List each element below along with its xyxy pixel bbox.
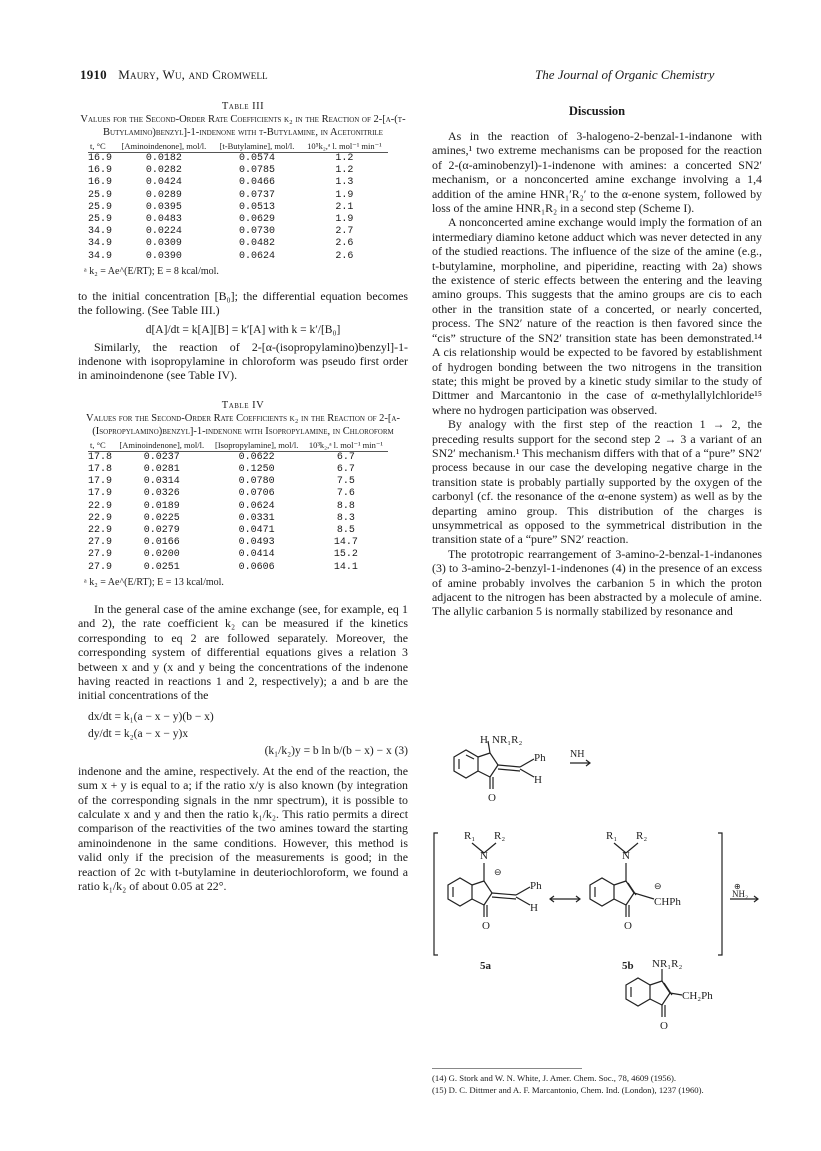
table3-caption [78, 100, 408, 139]
table4-cell: 0.0622 [238, 451, 275, 463]
table3-cell: 16.9 [88, 177, 113, 189]
scheme-minus: ⊖ [494, 867, 502, 877]
table4-cell: 14.7 [333, 537, 358, 549]
bond [614, 899, 626, 905]
table3-col-header: [Aminoindenone], mol/l. [115, 141, 214, 153]
bond [478, 771, 490, 777]
table4-cell: 7.5 [336, 476, 355, 488]
table4-cell: 0.0326 [143, 488, 180, 500]
table4-cell: 0.0414 [238, 549, 275, 561]
scheme-h-label: H [480, 735, 488, 746]
table4-cell: 0.0471 [238, 525, 275, 537]
bond [520, 769, 534, 777]
table4-cell: 27.9 [88, 537, 113, 549]
table4-row [88, 451, 388, 464]
bond [498, 769, 520, 771]
table4-cell: 0.0706 [238, 488, 275, 500]
table4-cell: 6.7 [336, 464, 355, 476]
paragraph: indenone and the amine, respectively. At the end of the reaction, the sum x + y is equal to a; if the ratio x/y is also known (by integration of the corresponding signals in the nmr spectrum), it is possible to calculate x and y and then the ratio k₁/k₂. This ratio permits a direct comparison of the reactivities of the two amines toward the starting aminoindenone in the same conditions. However, this method is valid only if the precision of the measurements is good; in the reaction of 2c with t-butylamine in deuteriochloroform, we found a ratio k₁/k₂ of about 0.05 at 22°. [78, 763, 408, 893]
paragraph: to the initial concentration [B₀]; the differential equation becomes the following. (See Table III.) [78, 288, 408, 318]
table3-col-header: [t-Butylamine], mol/l. [213, 141, 301, 153]
bond [516, 887, 530, 895]
bond [520, 759, 534, 767]
scheme-r2-label: R₂ [494, 830, 506, 842]
scheme-o-label: O [660, 1020, 668, 1032]
table4-cell: 0.0314 [143, 476, 180, 488]
scheme-h-label: H [530, 902, 538, 914]
table3-row [88, 153, 388, 166]
table3-cell: 25.9 [88, 189, 113, 201]
table3-cell: 1.2 [335, 153, 354, 164]
table3-cell: 2.6 [335, 250, 354, 262]
scheme-substituent: NR₁R₂ [652, 958, 683, 970]
table4-row [88, 537, 388, 549]
table4-cell: 0.0493 [238, 537, 275, 549]
table4-row [88, 501, 388, 513]
compound-label-5a: 5a [480, 960, 491, 972]
table3-cell: 1.3 [335, 177, 354, 189]
running-header-left [80, 67, 268, 83]
footnote-rule [432, 1068, 582, 1069]
equation-3a: dx/dt = k₁(a − x − y)(b − x) [88, 710, 214, 723]
table3-cell: 0.0482 [238, 238, 275, 250]
paragraph: The prototropic rearrangement of 3-amino-2-benzal-1-indanones (3) to 3-amino-2-benzyl-1-indenones (4) in the presence of an excess of amine probably involves the carbanion 5 in which the proton adjacent to the nitrogen has been abstracted by a molecule of amine. The allylic carbanion 5 is normally stabilized by resonance and [432, 546, 762, 619]
table3-cell: 2.6 [335, 238, 354, 250]
bond [634, 893, 654, 899]
left-bracket [434, 833, 438, 955]
table3-footnote: ᵃ k₂ = Ae^(E/RT); E = 8 kcal/mol. [84, 265, 219, 277]
footnote-14: (14) G. Stork and W. N. White, J. Amer. Chem. Soc., 78, 4609 (1956). [432, 1073, 677, 1083]
table3-cell: 0.0282 [145, 165, 182, 177]
table3-cell: 0.0390 [145, 250, 182, 262]
table4-col-header: 10³k₂,ᵃ l. mol⁻¹ min⁻¹ [304, 440, 388, 452]
scheme-minus: ⊖ [654, 881, 662, 891]
table3-cell: 0.0224 [145, 226, 182, 238]
benzene-ring [454, 750, 478, 778]
reaction-scheme [430, 735, 770, 1035]
bond [614, 881, 626, 885]
table4-cell: 0.0279 [143, 525, 180, 537]
table4-cell: 8.8 [336, 500, 355, 512]
table4-row [88, 488, 388, 500]
table3-cell: 0.0737 [238, 189, 275, 201]
table4-row [88, 562, 388, 574]
table4-cell: 14.1 [333, 561, 358, 573]
table4-cell: 0.0189 [143, 500, 180, 512]
journal-name: The Journal of Organic Chemistry [535, 67, 715, 82]
table4-cell: 17.9 [88, 476, 113, 488]
table4-cell: 7.6 [336, 488, 355, 500]
bond [484, 881, 492, 893]
table3-cell: 1.9 [335, 214, 354, 226]
table3-row [88, 202, 388, 214]
table3-cell: 25.9 [88, 201, 113, 213]
table4-cell: 0.0624 [238, 500, 275, 512]
right-column [432, 100, 762, 619]
scheme-r2-label: R₂ [636, 830, 648, 842]
section-heading: Discussion [568, 104, 626, 118]
table4-cell: 0.0200 [143, 549, 180, 561]
bond [472, 881, 484, 885]
table4-cell: 0.0225 [143, 512, 180, 524]
table3-header-row [88, 141, 388, 153]
table4-cell: 22.9 [88, 500, 113, 512]
equation-3 [88, 709, 408, 760]
bond [484, 893, 492, 905]
bond [472, 899, 484, 905]
paragraph: A nonconcerted amine exchange would imply the formation of an intermediary diamino ketone adduct which was never detected in any of the studied reactions. The influence of the size of the amine (e.g., t-butylamine, morpholine, and piperidine, reacting with 2a) shows the existence of steric effects between the entering and the leaving amino groups. This suggests that the amino groups are cis to each other in the transition state of a concerted, or nearly concerted, process. The SN2′ nature of the reaction is then favored since the “cis” structure of the SN2′ transition state has been demonstrated.¹⁴ A cis relationship would be expected to be favored by establishment of hydrogen bonding between the two nitrogens in the transition state; this might be proved by a kinetic study similar to the study of Dittmer and Marcantonio in the case of α-methylallylchloride¹⁵ where no hydrogen participation was observed. [432, 215, 762, 417]
bond [650, 981, 662, 985]
table3-cell: 0.0466 [238, 177, 275, 189]
benzene-ring [448, 878, 472, 906]
scheme-reagent: NH [570, 749, 585, 760]
table3-cell: 2.7 [335, 226, 354, 238]
table4 [88, 440, 388, 574]
table3-cell: 0.0624 [238, 250, 275, 262]
table3-cell: 16.9 [88, 153, 113, 164]
table3-row [88, 190, 388, 202]
footnotes [432, 1062, 762, 1096]
bond [662, 993, 670, 1005]
footnote-15: (15) D. C. Dittmer and A. F. Marcantonio, Chem. Ind. (London), 1237 (1960). [432, 1084, 704, 1095]
table4-cell: 8.5 [336, 525, 355, 537]
table3-cell: 1.2 [335, 165, 354, 177]
compound-label-5b: 5b [622, 960, 634, 972]
equation-3b: dy/dt = k₂(a − x − y)x [88, 727, 189, 740]
table3-cell: 2.1 [335, 201, 354, 213]
table3-cell: 1.9 [335, 189, 354, 201]
scheme-plus: ⊕ [734, 882, 741, 891]
paragraph: By analogy with the first step of the reaction 1 → 2, the preceding results support for the second step 2 → 3 a variant of an SN2′ mechanism.¹ This mechanism differs with that of a “pure” SN2′ process because in our case the developing negative charge in the transition state is probably partially supported by the oxygen of the carbonyl (cf. the resonance of the α-enone system) as well as by the departing amino group. This distribution of the charges is unsymmetrical as opposed to the symmetrical distribution in the transition state of a “pure” SN2′ reaction. [432, 417, 762, 547]
table3-title: Values for the Second-Order Rate Coefficients k₂ in the Reaction of 2-[α-(t-Butylamino)benzyl]-1-indenone with t-Butylamine, in Acetonitrile [80, 114, 406, 138]
table3-cell: 16.9 [88, 165, 113, 177]
bond [626, 893, 634, 905]
table4-body [88, 451, 388, 574]
table3-col-header: t, °C [88, 141, 115, 153]
table3-row [88, 226, 388, 238]
table3-row [88, 177, 388, 189]
equation-3c: (k₁/k₂)y = b ln b/(b − x) − x (3) [264, 744, 408, 757]
table3-row [88, 251, 388, 263]
table4-cell: 0.0251 [143, 561, 180, 573]
table4-cell: 6.7 [336, 451, 355, 463]
author-line: Maury, Wu, and Cromwell [118, 67, 268, 82]
table3-cell: 0.0483 [145, 214, 182, 226]
table3 [88, 141, 388, 263]
table4-cell: 22.9 [88, 512, 113, 524]
bond [490, 765, 498, 777]
table4-row [88, 464, 388, 476]
table3-cell: 0.0395 [145, 201, 182, 213]
scheme-n-label: N [480, 850, 488, 862]
scheme-chph-label: CHPh [654, 896, 681, 908]
scheme-o-label: O [624, 920, 632, 932]
table4-footnote: ᵃ k₂ = Ae^(E/RT); E = 13 kcal/mol. [84, 576, 224, 588]
paragraph: In the general case of the amine exchange (see, for example, eq 1 and 2), the rate coefficient k₂ can be measured if the kinetics corresponding to eq 2 are followed separately. Moreover, the corresponding system of differential equations gives a relation 3 between x and y (x and y being the concentrations of the indenone having reacted in reactions 1 and 2, respectively); a and b are the initial concentrations of the [78, 601, 408, 703]
table4-col-header: t, °C [88, 440, 114, 452]
bond [492, 893, 516, 895]
table4-cell: 0.0166 [143, 537, 180, 549]
scheme-reagent: NH₂ [732, 889, 749, 899]
scheme-ph-label: Ph [534, 752, 546, 764]
table3-cell: 0.0289 [145, 189, 182, 201]
scheme-r1-label: R₁ [606, 830, 618, 842]
table3-cell: 0.0309 [145, 238, 182, 250]
table3-row [88, 238, 388, 250]
table4-cell: 15.2 [333, 549, 358, 561]
scheme-h-label: H [534, 774, 542, 786]
left-column [78, 100, 408, 893]
scheme-o-label: O [488, 792, 496, 804]
table3-cell: 34.9 [88, 226, 113, 238]
table3-cell: 0.0785 [238, 165, 275, 177]
table4-cell: 8.3 [336, 512, 355, 524]
table4-cell: 17.9 [88, 488, 113, 500]
page-number: 1910 [80, 67, 107, 82]
table3-body [88, 153, 388, 263]
table4-row [88, 476, 388, 488]
table3-cell: 0.0574 [238, 153, 275, 164]
scheme-ph-label: Ph [530, 880, 542, 892]
table4-cell: 27.9 [88, 561, 113, 573]
table4-row [88, 525, 388, 537]
bond [498, 765, 520, 767]
bond [490, 753, 498, 765]
table3-cell: 0.0513 [238, 201, 275, 213]
table3-label: Table III [221, 101, 265, 112]
right-bracket [718, 833, 722, 955]
table4-row [88, 549, 388, 561]
table4-cell: 0.0281 [143, 464, 180, 476]
scheme-ch2ph-label: CH₂Ph [682, 990, 713, 1002]
table4-col-header: [Aminoindenone], mol/l. [114, 440, 210, 452]
table3-cell: 0.0730 [238, 226, 275, 238]
rate-equation: d[A]/dt = k[A][B] = k′[A] with k = k′/[B₀] [145, 323, 341, 336]
table4-label: Table IV [221, 399, 265, 411]
table4-caption [78, 399, 408, 438]
bond [488, 741, 490, 753]
bond [478, 753, 490, 757]
table3-row [88, 214, 388, 226]
bond [492, 897, 516, 899]
scheme-o-label: O [482, 920, 490, 932]
benzene-ring [626, 978, 650, 1006]
table4-title: Values for the Second-Order Rate Coefficients k₂ in the Reaction of 2-[α-(Isopropylamino)benzyl]-1-indenone with Isopropylamine, in Chloroform [86, 412, 400, 437]
table3-cell: 34.9 [88, 238, 113, 250]
bond [466, 755, 474, 759]
table4-col-header: [Isopropylamine], mol/l. [210, 440, 304, 452]
table4-cell: 0.0606 [238, 561, 275, 573]
benzene-ring [590, 878, 614, 906]
bond [516, 897, 530, 905]
table4-row [88, 513, 388, 525]
table4-cell: 0.0331 [238, 512, 275, 524]
paragraph: As in the reaction of 3-halogeno-2-benzal-1-indanone with amines,¹ two extreme mechanisms can be proposed for the reaction of 2-(α-aminobenzyl)-1-indenone with amines: a concerted SN2′ mechanism, or a nonconcerted amine exchange involving a 1,4 addition of the amine HNR₁′R₂′ to the α-enone system, followed by loss of the amine HNR₁R₂ in a second step (Scheme I). [432, 129, 762, 216]
table4-cell: 27.9 [88, 549, 113, 561]
table4-cell: 0.0237 [143, 451, 180, 463]
table4-header-row [88, 440, 388, 452]
table3-cell: 0.0182 [145, 153, 182, 164]
table4-cell: 0.0780 [238, 476, 275, 488]
table4-cell: 17.8 [88, 464, 113, 476]
table4-cell: 0.1250 [238, 464, 275, 476]
table4-cell: 17.8 [88, 451, 113, 463]
paragraph: Similarly, the reaction of 2-[α-(isopropylamino)benzyl]-1-indenone with isopropylamine in chloroform was pseudo first order in aminoindenone (see Table IV). [78, 339, 408, 383]
table3-cell: 0.0424 [145, 177, 182, 189]
scheme-n-label: N [622, 850, 630, 862]
scheme-substituent: NR₁R₂ [492, 735, 523, 746]
table4-cell: 22.9 [88, 525, 113, 537]
table3-cell: 34.9 [88, 250, 113, 262]
table3-col-header: 10⁵k₂,ᵃ l. mol⁻¹ min⁻¹ [301, 141, 388, 153]
table3-cell: 0.0629 [238, 214, 275, 226]
table3-row [88, 165, 388, 177]
table3-cell: 25.9 [88, 214, 113, 226]
scheme-r1-label: R₁ [464, 830, 476, 842]
bond [650, 999, 662, 1005]
